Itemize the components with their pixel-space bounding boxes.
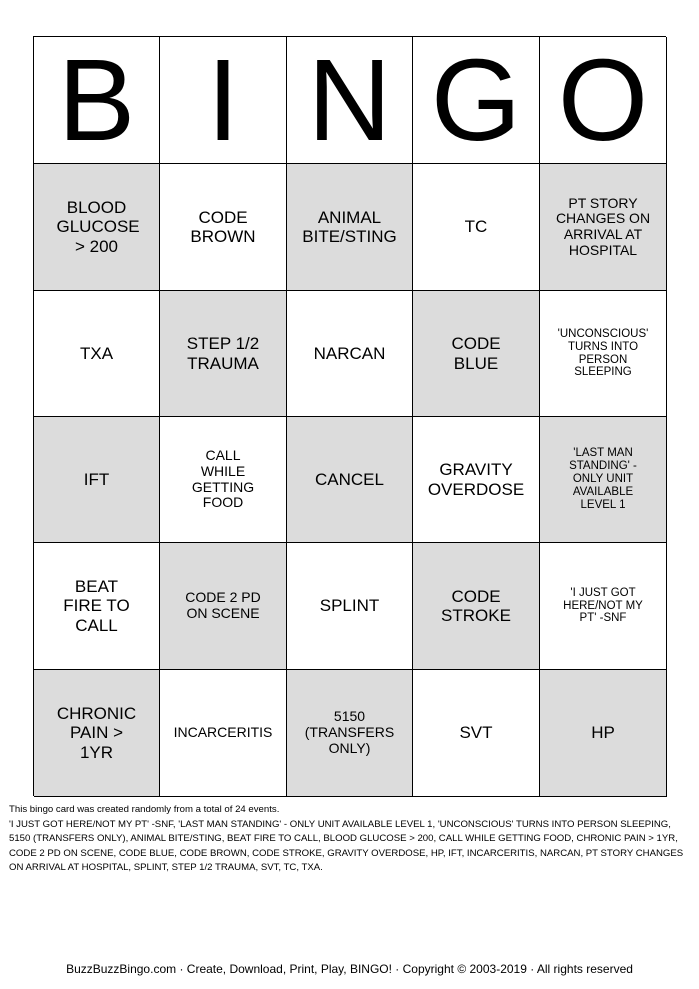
bingo-cell-text: TXA (79, 343, 114, 363)
bingo-cell-r1c1 (34, 164, 160, 291)
bingo-cell-r5c3 (287, 670, 413, 797)
bingo-cell-text: SPLINT (319, 596, 380, 616)
bingo-cell-text: IFT (83, 469, 110, 489)
bingo-cell-r2c3 (287, 291, 413, 417)
event-list-events: 'I JUST GOT HERE/NOT MY PT' -SNF, 'LAST MAN STANDING' - ONLY UNIT AVAILABLE LEVEL 1, 'UNCONSCIOUS' TURNS INTO PERSON SLEEPING, 5150 (TRANSFERS ONLY), ANIMAL BITE/STING, BEAT FIRE TO CALL, BLOOD GLUCOSE > 200, CALL WHILE GETTING FOOD, CHRONIC PAIN > 1YR, CODE 2 PD ON SCENE, CODE BLUE, CODE BROWN, CODE STROKE, GRAVITY OVERDOSE, HP, IFT, INCARCERITIS, NARCAN, PT STORY CHANGES ON ARRIVAL AT HOSPITAL, SPLINT, STEP 1/2 TRAUMA, SVT, TC, TXA. (9, 818, 684, 874)
bingo-cell-r5c5 (540, 670, 667, 797)
bingo-cell-text: CHRONIC PAIN > 1YR (56, 704, 137, 762)
bingo-cell-text: CODE 2 PD ON SCENE (185, 589, 261, 621)
header-letter-o: O (540, 37, 667, 164)
bingo-cell-r1c2 (160, 164, 287, 291)
bingo-cell-text: CODE BLUE (451, 334, 501, 373)
bingo-cell-r4c4 (413, 543, 540, 670)
bingo-cell-text: CODE STROKE (441, 586, 511, 625)
bingo-cell-text: SVT (459, 723, 493, 743)
bingo-cell-text: BEAT FIRE TO CALL (63, 577, 130, 635)
bingo-cell-r2c5 (540, 291, 667, 417)
bingo-cell-r5c4 (413, 670, 540, 797)
bingo-cell-r4c5 (540, 543, 667, 670)
bingo-cell-text: 'LAST MAN STANDING' - ONLY UNIT AVAILABLE LEVEL 1 (569, 447, 637, 511)
bingo-cell-text: CANCEL (315, 469, 384, 489)
bingo-cell-r3c1 (34, 417, 160, 543)
bingo-cell-text: ANIMAL BITE/STING (302, 207, 397, 246)
bingo-cell-text: TC (464, 217, 488, 237)
bingo-cell-r4c3 (287, 543, 413, 670)
bingo-cell-r3c3 (287, 417, 413, 543)
footer-copyright: BuzzBuzzBingo.com · Create, Download, Print, Play, BINGO! · Copyright © 2003-2019 · All rights reserved (66, 962, 633, 976)
event-list (9, 803, 689, 876)
bingo-cell-r3c2 (160, 417, 287, 543)
bingo-cell-r2c4 (413, 291, 540, 417)
header-letter-n: N (287, 37, 413, 164)
bingo-cell-text: CALL WHILE GETTING FOOD (191, 447, 255, 511)
event-list-intro: This bingo card was created randomly from a total of 24 events. (9, 804, 280, 815)
bingo-cell-r2c2 (160, 291, 287, 417)
bingo-cell-r4c2 (160, 543, 287, 670)
bingo-cell-r3c4 (413, 417, 540, 543)
bingo-cell-r3c5 (540, 417, 667, 543)
bingo-cell-r1c4 (413, 164, 540, 291)
bingo-cell-text: CODE BROWN (190, 207, 256, 246)
bingo-cell-text: GRAVITY OVERDOSE (427, 460, 525, 499)
header-letter-i: I (160, 37, 287, 164)
bingo-cell-text: PT STORY CHANGES ON ARRIVAL AT HOSPITAL (555, 194, 651, 258)
bingo-cell-r4c1 (34, 543, 160, 670)
bingo-cell-text: 5150 (TRANSFERS ONLY) (304, 708, 395, 756)
bingo-cell-text: STEP 1/2 TRAUMA (186, 334, 260, 373)
bingo-cell-text: HP (591, 723, 615, 743)
bingo-cell-r1c3 (287, 164, 413, 291)
bingo-cell-text: BLOOD GLUCOSE > 200 (56, 198, 140, 256)
header-letter-g: G (413, 37, 540, 164)
bingo-cell-r1c5 (540, 164, 667, 291)
bingo-card (33, 36, 666, 796)
header-letter-b: B (34, 37, 160, 164)
bingo-cell-text: 'UNCONSCIOUS' TURNS INTO PERSON SLEEPING (557, 327, 649, 379)
bingo-cell-r5c2 (160, 670, 287, 797)
bingo-cell-r2c1 (34, 291, 160, 417)
bingo-cell-text: 'I JUST GOT HERE/NOT MY PT' -SNF (563, 586, 643, 625)
bingo-cell-text: INCARCERITIS (173, 724, 273, 741)
bingo-cell-r5c1 (34, 670, 160, 797)
bingo-cell-text: NARCAN (313, 343, 386, 363)
